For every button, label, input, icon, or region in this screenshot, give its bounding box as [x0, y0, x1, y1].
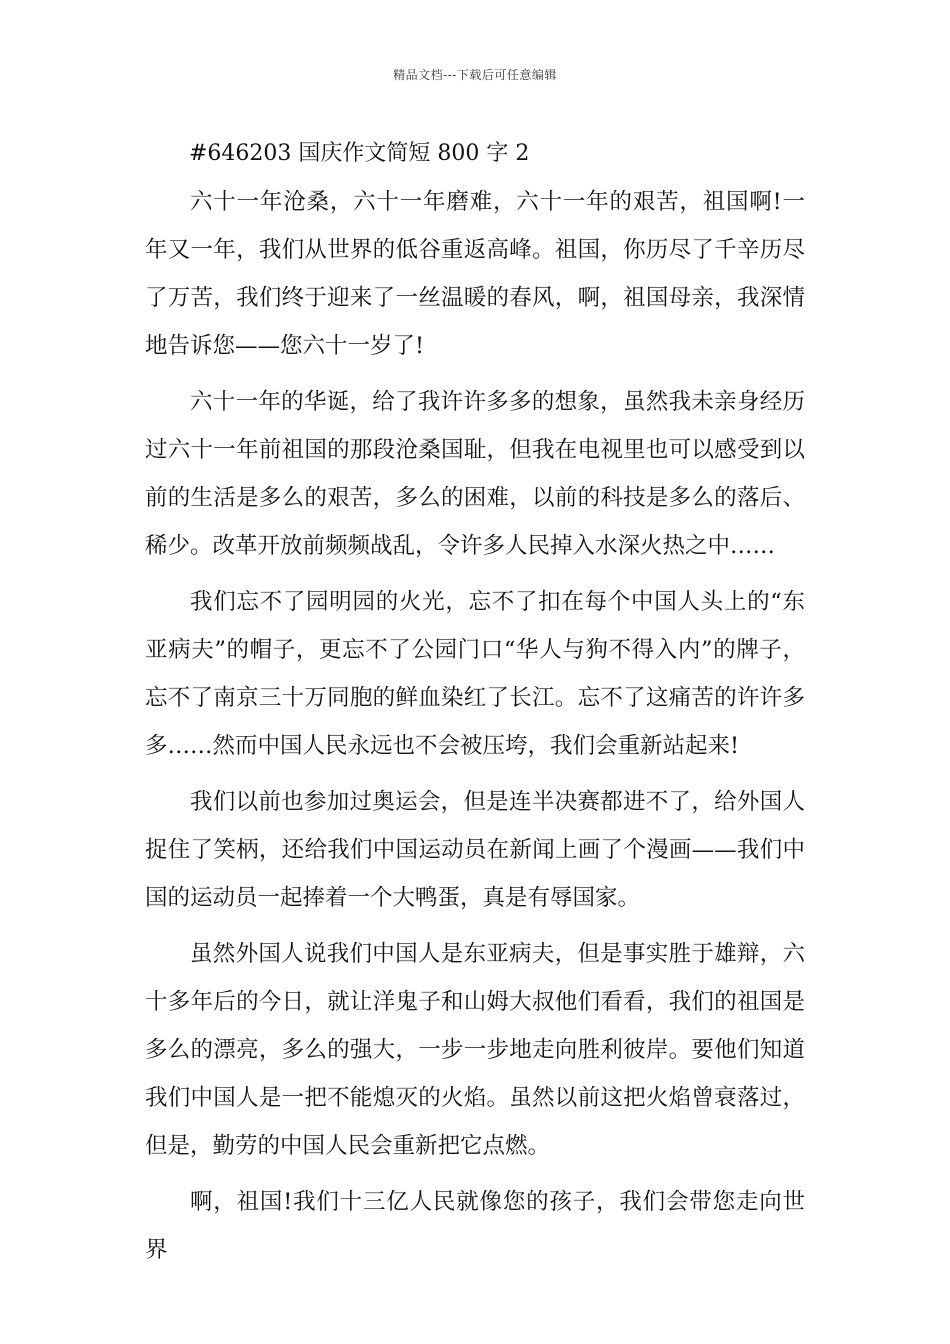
- document-body: [145, 130, 805, 1282]
- paragraph-3: 我们忘不了园明园的火光，忘不了扣在每个中国人头上的“东亚病夫”的帽子，更忘不了公园门口“华人与狗不得入内”的牌子，忘不了南京三十万同胞的鲜血染红了长江。忘不了这痛苦的许许多多……然而中国人民永远也不会被压垮，我们会重新站起来!: [145, 589, 805, 759]
- paragraph-6: 啊，祖国!我们十三亿人民就像您的孩子，我们会带您走向世界: [145, 1189, 805, 1263]
- page-header: 精品文档---下载后可任意编辑: [393, 68, 557, 82]
- paragraph-2: 六十一年的华诞，给了我许许多多的想象，虽然我未亲身经历过六十一年前祖国的那段沧桑国耻，但我在电视里也可以感受到以前的生活是多么的艰苦，多么的困难，以前的科技是多么的落后、稀少。改革开放前频频战乱，令许多人民掉入水深火热之中……: [145, 389, 805, 559]
- paragraph-4: 我们以前也参加过奥运会，但是连半决赛都进不了，给外国人捉住了笑柄，还给我们中国运动员在新闻上画了个漫画——我们中国的运动员一起捧着一个大鸭蛋，真是有辱国家。: [145, 789, 805, 911]
- document-title: #646203 国庆作文简短 800 字 2: [189, 141, 530, 166]
- paragraph-5: 虽然外国人说我们中国人是东亚病夫，但是事实胜于雄辩，六十多年后的今日，就让洋鬼子和山姆大叔他们看看，我们的祖国是多么的漂亮，多么的强大，一步一步地走向胜利彼岸。要他们知道我们中国人是一把不能熄灭的火焰。虽然以前这把火焰曾衰落过，但是，勤劳的中国人民会重新把它点燃。: [145, 941, 805, 1159]
- paragraph-1: 六十一年沧桑，六十一年磨难，六十一年的艰苦，祖国啊!一年又一年，我们从世界的低谷重返高峰。祖国，你历尽了千辛历尽了万苦，我们终于迎来了一丝温暖的春风，啊，祖国母亲，我深情地告诉您——您六十一岁了!: [145, 189, 805, 359]
